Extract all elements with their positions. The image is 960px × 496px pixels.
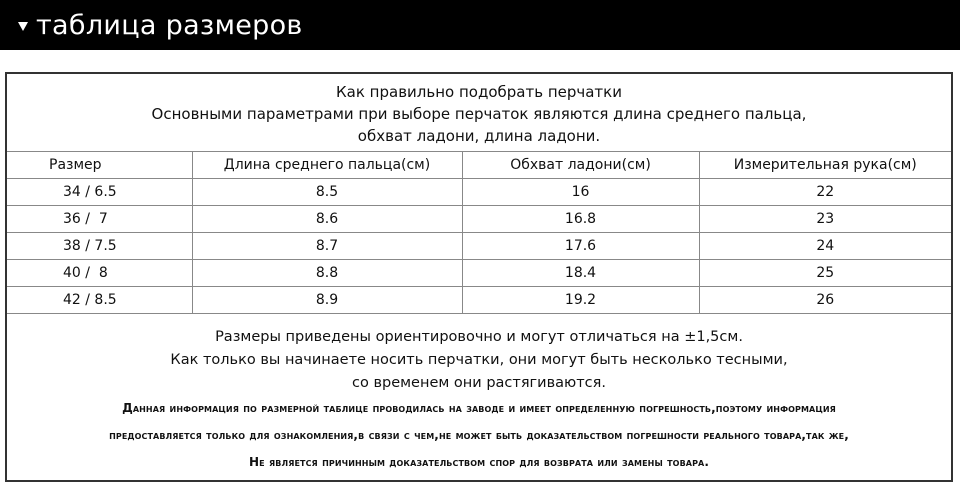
cell-palm-girth: 17.6 [462, 233, 699, 260]
cell-size: 42 / 8.5 [7, 287, 192, 314]
table-row [7, 206, 951, 233]
column-header-size: Размер [7, 152, 192, 179]
cell-finger-length: 8.7 [192, 233, 462, 260]
note-line: Как только вы начинаете носить перчатки, они могут быть несколько тесными, [170, 352, 788, 368]
table-header-row [7, 152, 951, 179]
disclaimer-line: Данная информация по размерной таблице проводилась на заводе и имеет определенную погрешность,поэтому информация [122, 401, 836, 415]
cell-finger-length: 8.5 [192, 179, 462, 206]
banner-title: таблица размеров [36, 9, 303, 41]
cell-finger-length: 8.6 [192, 206, 462, 233]
disclaimer-line: предоставляется только для ознакомления,в связи с чем,не может быть доказательством погрешности реального товара,так же, [109, 428, 849, 442]
cell-size: 40 / 8 [7, 260, 192, 287]
intro-line: Как правильно подобрать перчатки [336, 83, 622, 101]
disclaimer-line: Не является причинным доказательством спор для возврата или замены товара. [249, 455, 709, 469]
table-row [7, 233, 951, 260]
header-banner [0, 0, 960, 50]
cell-finger-length: 8.9 [192, 287, 462, 314]
note-line: Размеры приведены ориентировочно и могут отличаться на ±1,5см. [215, 329, 743, 345]
note-line: со временем они растягиваются. [352, 375, 606, 391]
cell-palm-girth: 18.4 [462, 260, 699, 287]
intro-line: Основными параметрами при выборе перчаток являются длина среднего пальца, [151, 105, 807, 123]
table-row [7, 260, 951, 287]
cell-palm-girth: 16 [462, 179, 699, 206]
cell-hand-measure: 24 [699, 233, 951, 260]
intro-section [7, 74, 951, 152]
cell-palm-girth: 16.8 [462, 206, 699, 233]
column-header-finger-length: Длина среднего пальца(см) [192, 152, 462, 179]
table-row [7, 287, 951, 314]
cell-size: 38 / 7.5 [7, 233, 192, 260]
cell-finger-length: 8.8 [192, 260, 462, 287]
column-header-hand-measure: Измерительная рука(см) [699, 152, 951, 179]
cell-palm-girth: 19.2 [462, 287, 699, 314]
column-header-palm-girth: Обхват ладони(см) [462, 152, 699, 179]
notes-section [7, 314, 951, 476]
cell-hand-measure: 25 [699, 260, 951, 287]
cell-size: 36 / 7 [7, 206, 192, 233]
cell-hand-measure: 22 [699, 179, 951, 206]
cell-hand-measure: 26 [699, 287, 951, 314]
triangle-down-icon [18, 22, 28, 31]
table-row [7, 179, 951, 206]
intro-line: обхват ладони, длина ладони. [357, 127, 601, 145]
cell-hand-measure: 23 [699, 206, 951, 233]
cell-size: 34 / 6.5 [7, 179, 192, 206]
size-chart-panel [5, 72, 953, 482]
size-table [7, 152, 951, 314]
